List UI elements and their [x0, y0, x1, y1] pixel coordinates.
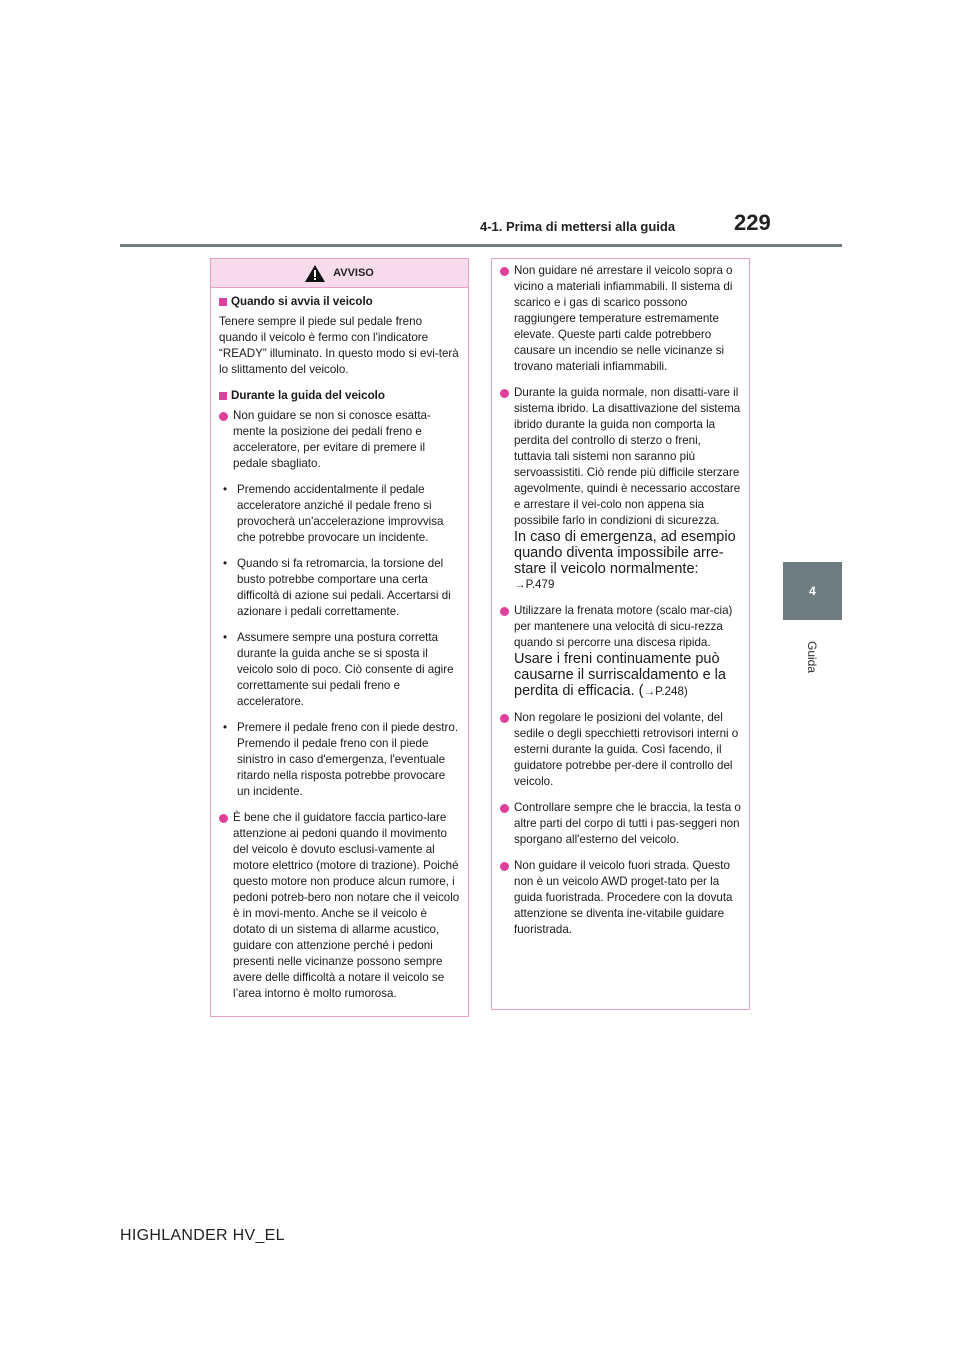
bullet-item: Non guidare se non si conosce esatta-mente la posizione dei pedali freno e acceleratore, per evitare di premere il pedale sbagliato.: [219, 408, 460, 472]
bullet-item: Non guidare né arrestare il veicolo sopra o vicino a materiali infiammabili. Il sistema di scarico e i gas di scarico possono raggiungere temperature estremamente elevate. Queste parti calde potrebbero causare un incendio se nelle vicinanze si trovano materiali infiammabili.: [500, 263, 741, 375]
bullet-item: Utilizzare la frenata motore (scalo mar-cia) per mantenere una velocità di sicu-rezza quando si percorre una discesa ripida. Usare i freni continuamente può causarne il surriscaldamento e la perdita di efficacia. (→P.248): [500, 603, 741, 700]
sub-item: • Assumere sempre una postura corretta durante la guida anche se si sposta il veicolo solo di poco. Ciò consente di agire correttamente sui pedali freno e acceleratore.: [223, 631, 454, 708]
header-rule: [120, 244, 842, 247]
warning-box-continued: [491, 258, 750, 1010]
warning-title: AVVISO: [333, 267, 374, 279]
footer-model: HIGHLANDER HV_EL: [120, 1227, 285, 1244]
bullet-dot-icon: [500, 714, 509, 723]
bullet-dot-icon: [500, 267, 509, 276]
bullet-dot-icon: [500, 862, 509, 871]
bullet-item: È bene che il guidatore faccia partico-lare attenzione ai pedoni quando il movimento del veicolo è dovuto esclusi-vamente al motore elettrico (motore di trazione). Poiché questo motore non produce alcun rumore, i pedoni potreb-bero non notare che il veicolo è in movi-mento. Anche se il veicolo è dotato di un sistema di allarme acustico, guidare con attenzione perché i pedoni presenti nelle vicinanze possono sempre avere delle difficoltà a notare il veicolo se l’area intorno è molto rumorosa.: [219, 810, 460, 1002]
sub-item: • Premere il pedale freno con il piede destro. Premendo il pedale freno con il piede sinistro in caso d'emergenza, l'eventuale ritardo nella risposta potrebbe provocare un incidente.: [223, 721, 459, 798]
chapter-tab: [783, 562, 842, 620]
warning-triangle-icon: [305, 265, 325, 282]
sub-item: • Premendo accidentalmente il pedale acceleratore anziché il pedale freno si provocherà un'accelerazione improvvisa che potrebbe provocare un incidente.: [223, 483, 444, 544]
emphasis-text: In caso di emergenza, ad esempio quando diventa impossibile arre-stare il veicolo normalmente:: [514, 529, 736, 577]
page-reference: →P.248): [643, 685, 688, 698]
warning-header: [211, 259, 468, 288]
bullet-item: Non regolare le posizioni del volante, del sedile o degli specchietti retrovisori interni o esterni durante la guida. Così facendo, il guidatore potrebbe per-dere il controllo del veicolo.: [500, 710, 741, 790]
bullet-dot-icon: [500, 607, 509, 616]
bullet-item: Non guidare il veicolo fuori strada. Questo non è un veicolo AWD proget-tato per la guida fuoristrada. Procedere con la dovuta attenzione se diventa ine-vitabile guidare fuoristrada.: [500, 858, 741, 938]
sub-item: • Quando si fa retromarcia, la torsione del busto potrebbe comportare una certa difficoltà di azione sui pedali. Accertarsi di azionare i pedali correttamente.: [223, 557, 451, 618]
chapter-number: 4: [809, 584, 816, 598]
bullet-dot-icon: [500, 389, 509, 398]
bullet-dot-icon: [219, 412, 228, 421]
heading-start: Quando si avvia il veicolo: [219, 294, 460, 310]
bullet-item: Durante la guida normale, non disatti-vare il sistema ibrido. La disattivazione del sistema ibrido durante la guida non comporta la perdita del controllo di sterzo o freni, tuttavia tali sistemi non saranno più servoassistiti. Ciò rende più difficile sterzare agevolmente, quindi è necessario accostare e arrestare il vei-colo non appena sia possibile farlo in condizioni di sicurezza. In caso di emergenza, ad esempio quando diventa impossibile arre-stare il veicolo normalmente: →P.479: [500, 385, 741, 593]
section-title: 4-1. Prima di mettersi alla guida: [480, 219, 676, 234]
bullet-dot-icon: [219, 814, 228, 823]
emphasis-text: Usare i freni continuamente può causarne il surriscaldamento e la perdita di efficacia. (→P.248): [514, 651, 726, 699]
paragraph: Tenere sempre il piede sul pedale freno quando il veicolo è fermo con l'indicatore “READY” illuminato. In questo modo si evi-terà lo slittamento del veicolo.: [219, 315, 459, 376]
warning-box: [210, 258, 469, 1017]
page-reference: →P.479: [514, 578, 555, 591]
bullet-dot-icon: [500, 804, 509, 813]
heading-driving: Durante la guida del veicolo: [219, 388, 460, 404]
chapter-label: Guida: [805, 640, 819, 674]
page-number: 229: [734, 210, 771, 235]
bullet-item: Controllare sempre che le braccia, la testa o altre parti del corpo di tutti i pas-seggeri non sporgano all'esterno del veicolo.: [500, 800, 741, 848]
